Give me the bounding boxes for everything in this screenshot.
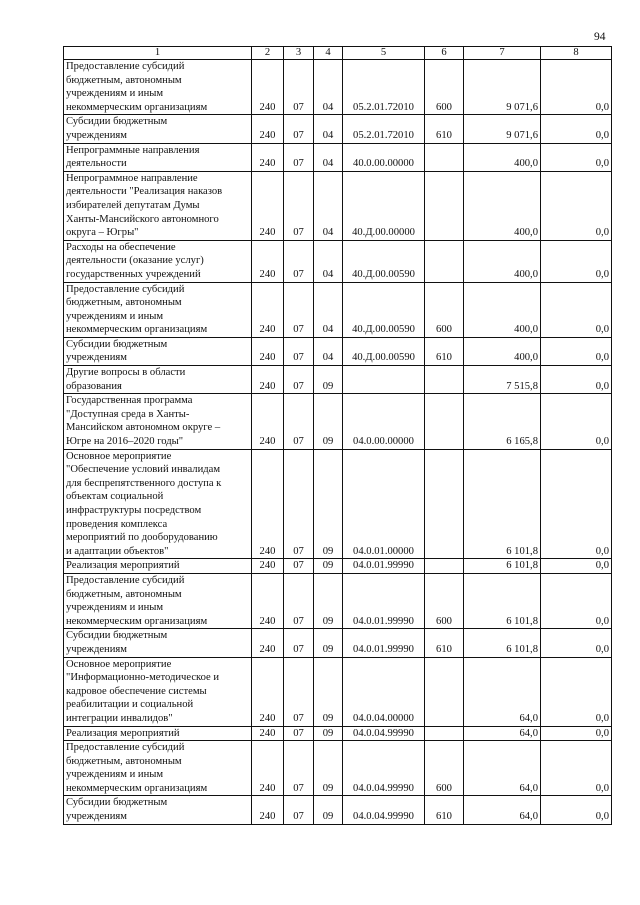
section-cell: 07 [284,726,314,741]
target-article-cell: 40.0.00.00000 [343,143,425,171]
admin-code-cell: 240 [252,629,284,657]
row-name-cell: Предоставление субсидий бюджетным, автономным учреждениям и иным некоммерческим организациям [64,573,252,628]
row-name-cell: Основное мероприятие "Информационно-методическое и кадровое обеспечение системы реабилитации и социальной интеграции инвалидов" [64,657,252,726]
table-row [64,282,612,337]
amount-cell-2: 0,0 [541,657,612,726]
expense-type-cell: 600 [425,573,464,628]
target-article-cell: 04.0.04.00000 [343,657,425,726]
amount-cell-2: 0,0 [541,629,612,657]
expense-type-cell [425,449,464,559]
table-header-row [64,47,612,60]
table-row [64,115,612,143]
admin-code-cell: 240 [252,115,284,143]
amount-cell: 9 071,6 [464,60,541,115]
subsection-cell: 09 [314,796,343,824]
admin-code-cell: 240 [252,559,284,574]
admin-code-cell: 240 [252,240,284,282]
amount-cell-2: 0,0 [541,366,612,394]
table-row [64,394,612,449]
section-cell: 07 [284,143,314,171]
row-name-cell: Государственная программа "Доступная среда в Ханты- Мансийском автономном округе – Югре на 2016–2020 годы" [64,394,252,449]
page-number: 94 [594,31,606,43]
row-name-cell: Субсидии бюджетным учреждениям [64,629,252,657]
amount-cell-2: 0,0 [541,726,612,741]
amount-cell-2: 0,0 [541,282,612,337]
table-row [64,143,612,171]
expense-type-cell: 600 [425,282,464,337]
subsection-cell: 09 [314,657,343,726]
admin-code-cell: 240 [252,143,284,171]
subsection-cell: 04 [314,115,343,143]
subsection-cell: 09 [314,741,343,796]
section-cell: 07 [284,366,314,394]
admin-code-cell: 240 [252,657,284,726]
target-article-cell: 04.0.04.99990 [343,726,425,741]
subsection-cell: 09 [314,449,343,559]
table-row [64,657,612,726]
admin-code-cell: 240 [252,394,284,449]
target-article-cell: 04.0.04.99990 [343,741,425,796]
row-name-cell: Основное мероприятие "Обеспечение условий инвалидам для беспрепятственного доступа к объектам социальной инфраструктуры посредством проведения комплекса мероприятий по дооборудованию и адаптации объектов" [64,449,252,559]
column-header: 8 [541,47,612,60]
target-article-cell: 05.2.01.72010 [343,115,425,143]
target-article-cell: 04.0.04.99990 [343,796,425,824]
table-row [64,449,612,559]
row-name-cell: Предоставление субсидий бюджетным, автономным учреждениям и иным некоммерческим организациям [64,282,252,337]
section-cell: 07 [284,60,314,115]
table-row [64,559,612,574]
amount-cell: 400,0 [464,240,541,282]
target-article-cell: 04.0.00.00000 [343,394,425,449]
amount-cell-2: 0,0 [541,741,612,796]
expense-type-cell: 610 [425,337,464,365]
amount-cell: 6 101,8 [464,559,541,574]
expense-type-cell [425,171,464,240]
amount-cell: 400,0 [464,282,541,337]
subsection-cell: 04 [314,240,343,282]
subsection-cell: 09 [314,726,343,741]
target-article-cell: 04.0.01.99990 [343,573,425,628]
subsection-cell: 04 [314,282,343,337]
subsection-cell: 09 [314,573,343,628]
section-cell: 07 [284,240,314,282]
table-row [64,796,612,824]
expense-type-cell: 610 [425,796,464,824]
amount-cell: 6 101,8 [464,449,541,559]
amount-cell: 9 071,6 [464,115,541,143]
row-name-cell: Реализация мероприятий [64,559,252,574]
target-article-cell: 04.0.01.00000 [343,449,425,559]
table-row [64,171,612,240]
expense-type-cell [425,240,464,282]
table-row [64,573,612,628]
expense-type-cell [425,366,464,394]
table-row [64,240,612,282]
table-row [64,366,612,394]
admin-code-cell: 240 [252,726,284,741]
expense-type-cell [425,726,464,741]
subsection-cell: 04 [314,143,343,171]
amount-cell-2: 0,0 [541,171,612,240]
expense-type-cell: 600 [425,741,464,796]
expense-type-cell: 610 [425,115,464,143]
target-article-cell: 04.0.01.99990 [343,559,425,574]
target-article-cell [343,366,425,394]
admin-code-cell: 240 [252,796,284,824]
subsection-cell: 04 [314,60,343,115]
section-cell: 07 [284,171,314,240]
amount-cell: 64,0 [464,796,541,824]
admin-code-cell: 240 [252,573,284,628]
column-header: 1 [64,47,252,60]
section-cell: 07 [284,394,314,449]
expense-type-cell [425,559,464,574]
amount-cell-2: 0,0 [541,60,612,115]
subsection-cell: 09 [314,394,343,449]
admin-code-cell: 240 [252,337,284,365]
target-article-cell: 05.2.01.72010 [343,60,425,115]
expense-type-cell: 600 [425,60,464,115]
row-name-cell: Непрограммное направление деятельности "Реализация наказов избирателей депутатам Думы Ханты-Мансийского автономного округа – Югры" [64,171,252,240]
amount-cell: 6 101,8 [464,573,541,628]
amount-cell: 6 165,8 [464,394,541,449]
amount-cell-2: 0,0 [541,143,612,171]
amount-cell-2: 0,0 [541,337,612,365]
amount-cell: 400,0 [464,143,541,171]
table-row [64,60,612,115]
table-body [64,60,612,825]
expense-type-cell [425,394,464,449]
target-article-cell: 40.Д.00.00590 [343,337,425,365]
column-header: 7 [464,47,541,60]
admin-code-cell: 240 [252,171,284,240]
expense-type-cell [425,143,464,171]
target-article-cell: 40.Д.00.00000 [343,171,425,240]
amount-cell-2: 0,0 [541,796,612,824]
expense-type-cell [425,657,464,726]
column-header: 2 [252,47,284,60]
table-row [64,337,612,365]
row-name-cell: Расходы на обеспечение деятельности (оказание услуг) государственных учреждений [64,240,252,282]
amount-cell-2: 0,0 [541,559,612,574]
amount-cell-2: 0,0 [541,449,612,559]
row-name-cell: Субсидии бюджетным учреждениям [64,796,252,824]
amount-cell: 64,0 [464,657,541,726]
target-article-cell: 04.0.01.99990 [343,629,425,657]
column-header: 5 [343,47,425,60]
section-cell: 07 [284,115,314,143]
section-cell: 07 [284,796,314,824]
amount-cell: 64,0 [464,726,541,741]
section-cell: 07 [284,337,314,365]
budget-table [63,46,612,825]
amount-cell-2: 0,0 [541,394,612,449]
table-row [64,741,612,796]
amount-cell-2: 0,0 [541,573,612,628]
column-header: 4 [314,47,343,60]
section-cell: 07 [284,573,314,628]
section-cell: 07 [284,449,314,559]
amount-cell: 400,0 [464,171,541,240]
row-name-cell: Предоставление субсидий бюджетным, автономным учреждениям и иным некоммерческим организациям [64,60,252,115]
subsection-cell: 09 [314,629,343,657]
amount-cell-2: 0,0 [541,240,612,282]
subsection-cell: 04 [314,171,343,240]
column-header: 3 [284,47,314,60]
column-header: 6 [425,47,464,60]
section-cell: 07 [284,559,314,574]
section-cell: 07 [284,657,314,726]
target-article-cell: 40.Д.00.00590 [343,282,425,337]
row-name-cell: Непрограммные направления деятельности [64,143,252,171]
row-name-cell: Субсидии бюджетным учреждениям [64,337,252,365]
table-row [64,629,612,657]
amount-cell: 400,0 [464,337,541,365]
admin-code-cell: 240 [252,282,284,337]
amount-cell-2: 0,0 [541,115,612,143]
subsection-cell: 09 [314,366,343,394]
admin-code-cell: 240 [252,366,284,394]
target-article-cell: 40.Д.00.00590 [343,240,425,282]
subsection-cell: 04 [314,337,343,365]
table-row [64,726,612,741]
row-name-cell: Реализация мероприятий [64,726,252,741]
admin-code-cell: 240 [252,741,284,796]
admin-code-cell: 240 [252,449,284,559]
amount-cell: 7 515,8 [464,366,541,394]
expense-type-cell: 610 [425,629,464,657]
admin-code-cell: 240 [252,60,284,115]
row-name-cell: Субсидии бюджетным учреждениям [64,115,252,143]
section-cell: 07 [284,629,314,657]
amount-cell: 64,0 [464,741,541,796]
section-cell: 07 [284,741,314,796]
subsection-cell: 09 [314,559,343,574]
amount-cell: 6 101,8 [464,629,541,657]
section-cell: 07 [284,282,314,337]
row-name-cell: Предоставление субсидий бюджетным, автономным учреждениям и иным некоммерческим организациям [64,741,252,796]
row-name-cell: Другие вопросы в области образования [64,366,252,394]
